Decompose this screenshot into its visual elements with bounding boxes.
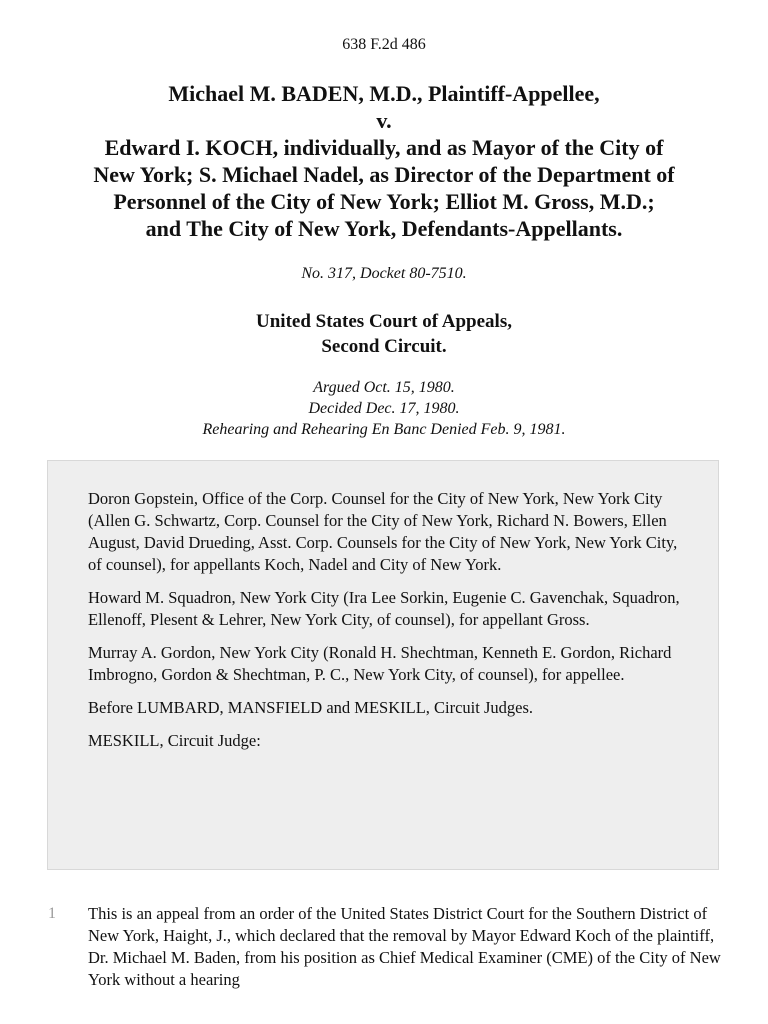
counsel-box bbox=[47, 460, 719, 870]
caption-defendants-line-4: and The City of New York, Defendants-Appellants. bbox=[145, 216, 623, 241]
caption-defendants-line-2: New York; S. Michael Nadel, as Director of the Department of bbox=[93, 162, 675, 187]
docket-number: No. 317, Docket 80-7510. bbox=[301, 265, 467, 282]
paragraph-number: 1 bbox=[48, 905, 56, 922]
counsel-appellants-city: Doron Gopstein, Office of the Corp. Counsel for the City of New York, New York City (Allen G. Schwartz, Corp. Counsel for the City of New York, Richard N. Bowers, Ellen August, David Drueding, Asst. Corp. Counsels for the City of New York, New York City, of counsel), for appellants Koch, Nadel and City of New York. bbox=[88, 489, 678, 574]
paragraph-text: This is an appeal from an order of the United States District Court for the Southern District of New York, Haight, J., which declared that the removal by Mayor Edward Koch of the plaintiff, Dr. Michael M. Baden, from his position as Chief Medical Examiner (CME) of the City of New York without a hearing bbox=[88, 904, 721, 989]
panel-judges: Before LUMBARD, MANSFIELD and MESKILL, Circuit Judges. bbox=[88, 698, 534, 717]
court-name-line-1: United States Court of Appeals, bbox=[256, 311, 512, 332]
case-dates bbox=[0, 377, 768, 440]
caption-plaintiff: Michael M. BADEN, M.D., Plaintiff-Appellee, bbox=[168, 81, 600, 106]
counsel-appellee: Murray A. Gordon, New York City (Ronald H. Shechtman, Kenneth E. Gordon, Richard Imbrogno, Gordon & Shechtman, P. C., New York City, of counsel), for appellee. bbox=[88, 643, 672, 684]
argued-date: Argued Oct. 15, 1980. bbox=[313, 379, 455, 396]
case-citation: 638 F.2d 486 bbox=[342, 36, 426, 53]
case-caption bbox=[40, 80, 728, 242]
caption-versus: v. bbox=[376, 108, 392, 133]
rehearing-date: Rehearing and Rehearing En Banc Denied Feb. 9, 1981. bbox=[202, 421, 566, 438]
court-name bbox=[0, 309, 768, 359]
decided-date: Decided Dec. 17, 1980. bbox=[308, 400, 460, 417]
court-name-line-2: Second Circuit. bbox=[321, 336, 447, 357]
opinion-author: MESKILL, Circuit Judge: bbox=[88, 731, 261, 750]
counsel-appellant-gross: Howard M. Squadron, New York City (Ira Lee Sorkin, Eugenie C. Gavenchak, Squadron, Ellenoff, Plesent & Lehrer, New York City, of counsel), for appellant Gross. bbox=[88, 588, 680, 629]
caption-defendants-line-3: Personnel of the City of New York; Elliot M. Gross, M.D.; bbox=[113, 189, 655, 214]
caption-defendants-line-1: Edward I. KOCH, individually, and as Mayor of the City of bbox=[104, 135, 664, 160]
opinion-paragraph bbox=[48, 903, 728, 991]
